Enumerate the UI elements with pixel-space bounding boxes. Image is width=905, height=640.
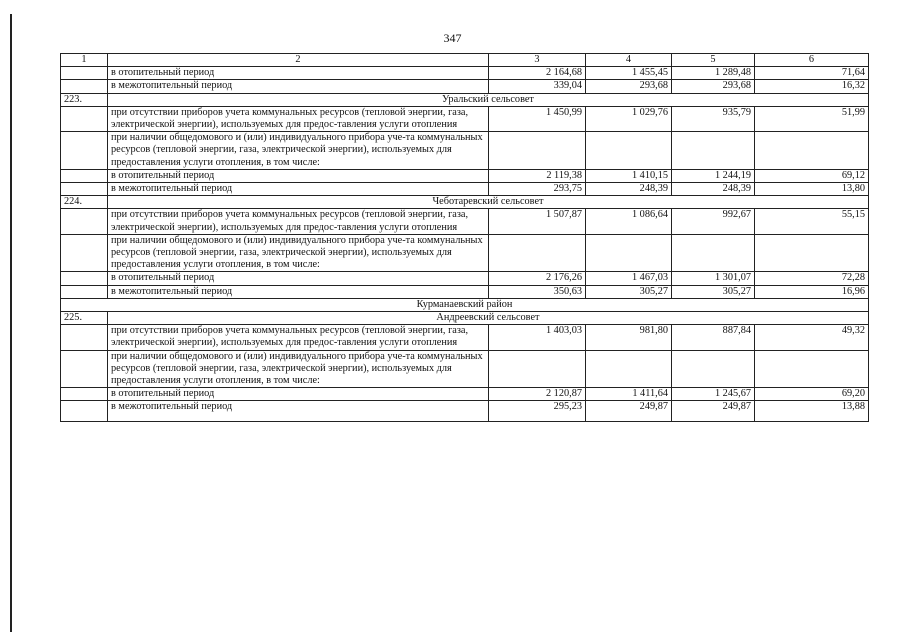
value-col-5 (672, 234, 755, 272)
row-label: в отопительный период (108, 388, 489, 401)
row-number-cell (61, 132, 108, 170)
table-row (61, 285, 869, 298)
value-col-6: 51,99 (755, 106, 869, 131)
value-col-4: 1 411,64 (586, 388, 672, 401)
table-row (61, 209, 869, 234)
district-title: Курманаевский район (61, 298, 869, 311)
table-row (61, 325, 869, 350)
section-row (61, 93, 869, 106)
value-col-4: 1 467,03 (586, 272, 672, 285)
value-col-4: 249,87 (586, 401, 672, 422)
row-number-cell (61, 183, 108, 196)
section-number: 225. (61, 312, 108, 325)
value-col-4: 1 086,64 (586, 209, 672, 234)
value-col-4: 305,27 (586, 285, 672, 298)
row-number-cell (61, 106, 108, 131)
table-row (61, 234, 869, 272)
table-row (61, 80, 869, 93)
column-number-row (61, 54, 869, 67)
value-col-3 (489, 234, 586, 272)
row-number-cell (61, 272, 108, 285)
value-col-3: 2 120,87 (489, 388, 586, 401)
value-col-3: 1 507,87 (489, 209, 586, 234)
value-col-3: 293,75 (489, 183, 586, 196)
row-number-cell (61, 169, 108, 182)
value-col-6: 72,28 (755, 272, 869, 285)
row-number-cell (61, 67, 108, 80)
table-row (61, 401, 869, 422)
value-col-5: 1 244,19 (672, 169, 755, 182)
value-col-6 (755, 350, 869, 388)
value-col-5: 935,79 (672, 106, 755, 131)
value-col-5: 249,87 (672, 401, 755, 422)
value-col-5: 1 245,67 (672, 388, 755, 401)
column-header-2: 2 (108, 54, 489, 67)
table-row (61, 350, 869, 388)
value-col-5: 305,27 (672, 285, 755, 298)
row-number-cell (61, 209, 108, 234)
value-col-6: 49,32 (755, 325, 869, 350)
row-number-cell (61, 80, 108, 93)
value-col-4 (586, 234, 672, 272)
value-col-3: 1 403,03 (489, 325, 586, 350)
value-col-6: 13,80 (755, 183, 869, 196)
row-label: при наличии общедомового и (или) индивидуального прибора уче-та коммунальных ресурсов (тепловой энергии, газа, электрической энергии), используемых для предоставления услуги отопления, в том числе: (108, 234, 489, 272)
value-col-5 (672, 350, 755, 388)
page-number: 347 (443, 31, 462, 45)
row-number-cell (61, 234, 108, 272)
column-header-1: 1 (61, 54, 108, 67)
table-row (61, 106, 869, 131)
column-header-4: 4 (586, 54, 672, 67)
table-row (61, 169, 869, 182)
table-row (61, 272, 869, 285)
value-col-5 (672, 132, 755, 170)
value-col-6: 16,32 (755, 80, 869, 93)
column-header-3: 3 (489, 54, 586, 67)
row-label: при наличии общедомового и (или) индивидуального прибора уче-та коммунальных ресурсов (тепловой энергии, газа, электрической энергии), используемых для предоставления услуги отопления, в том числе: (108, 350, 489, 388)
row-label: в отопительный период (108, 67, 489, 80)
value-col-3: 339,04 (489, 80, 586, 93)
row-number-cell (61, 350, 108, 388)
table-row (61, 183, 869, 196)
district-row (61, 298, 869, 311)
value-col-4 (586, 132, 672, 170)
value-col-5: 1 289,48 (672, 67, 755, 80)
value-col-5: 248,39 (672, 183, 755, 196)
section-title: Чеботаревский сельсовет (108, 196, 869, 209)
value-col-3: 2 119,38 (489, 169, 586, 182)
table-row (61, 388, 869, 401)
value-col-4 (586, 350, 672, 388)
value-col-5: 887,84 (672, 325, 755, 350)
value-col-3: 295,23 (489, 401, 586, 422)
value-col-4: 1 410,15 (586, 169, 672, 182)
section-row (61, 312, 869, 325)
column-header-5: 5 (672, 54, 755, 67)
row-label: при наличии общедомового и (или) индивидуального прибора уче-та коммунальных ресурсов (тепловой энергии, газа, электрической энергии), используемых для предоставления услуги отопления, в том числе: (108, 132, 489, 170)
row-label: при отсутствии приборов учета коммунальных ресурсов (тепловой энергии, газа, электрической энергии), используемых для предос-тавления услуги отопления (108, 106, 489, 131)
value-col-4: 981,80 (586, 325, 672, 350)
row-number-cell (61, 388, 108, 401)
row-number-cell (61, 285, 108, 298)
value-col-3: 350,63 (489, 285, 586, 298)
row-label: в межотопительный период (108, 401, 489, 422)
value-col-4: 1 029,76 (586, 106, 672, 131)
row-label: при отсутствии приборов учета коммунальных ресурсов (тепловой энергии, газа, электрической энергии), используемых для предос-тавления услуги отопления (108, 209, 489, 234)
value-col-3: 2 176,26 (489, 272, 586, 285)
tariff-table (60, 53, 869, 422)
table-row (61, 67, 869, 80)
value-col-3: 1 450,99 (489, 106, 586, 131)
row-label: в межотопительный период (108, 80, 489, 93)
value-col-6: 55,15 (755, 209, 869, 234)
value-col-3: 2 164,68 (489, 67, 586, 80)
value-col-5: 992,67 (672, 209, 755, 234)
value-col-5: 293,68 (672, 80, 755, 93)
value-col-6: 13,88 (755, 401, 869, 422)
value-col-6: 69,12 (755, 169, 869, 182)
section-number: 223. (61, 93, 108, 106)
table-row (61, 132, 869, 170)
row-label: в межотопительный период (108, 285, 489, 298)
value-col-3 (489, 350, 586, 388)
row-number-cell (61, 401, 108, 422)
section-title: Уральский сельсовет (108, 93, 869, 106)
section-title: Андреевский сельсовет (108, 312, 869, 325)
value-col-6: 16,96 (755, 285, 869, 298)
value-col-6: 69,20 (755, 388, 869, 401)
row-label: при отсутствии приборов учета коммунальных ресурсов (тепловой энергии, газа, электрической энергии), используемых для предос-тавления услуги отопления (108, 325, 489, 350)
column-header-6: 6 (755, 54, 869, 67)
value-col-3 (489, 132, 586, 170)
row-label: в отопительный период (108, 272, 489, 285)
value-col-6 (755, 132, 869, 170)
section-number: 224. (61, 196, 108, 209)
row-label: в межотопительный период (108, 183, 489, 196)
value-col-4: 293,68 (586, 80, 672, 93)
binding-edge-line (10, 14, 12, 632)
row-label: в отопительный период (108, 169, 489, 182)
row-number-cell (61, 325, 108, 350)
value-col-6: 71,64 (755, 67, 869, 80)
value-col-6 (755, 234, 869, 272)
section-row (61, 196, 869, 209)
value-col-5: 1 301,07 (672, 272, 755, 285)
value-col-4: 248,39 (586, 183, 672, 196)
value-col-4: 1 455,45 (586, 67, 672, 80)
